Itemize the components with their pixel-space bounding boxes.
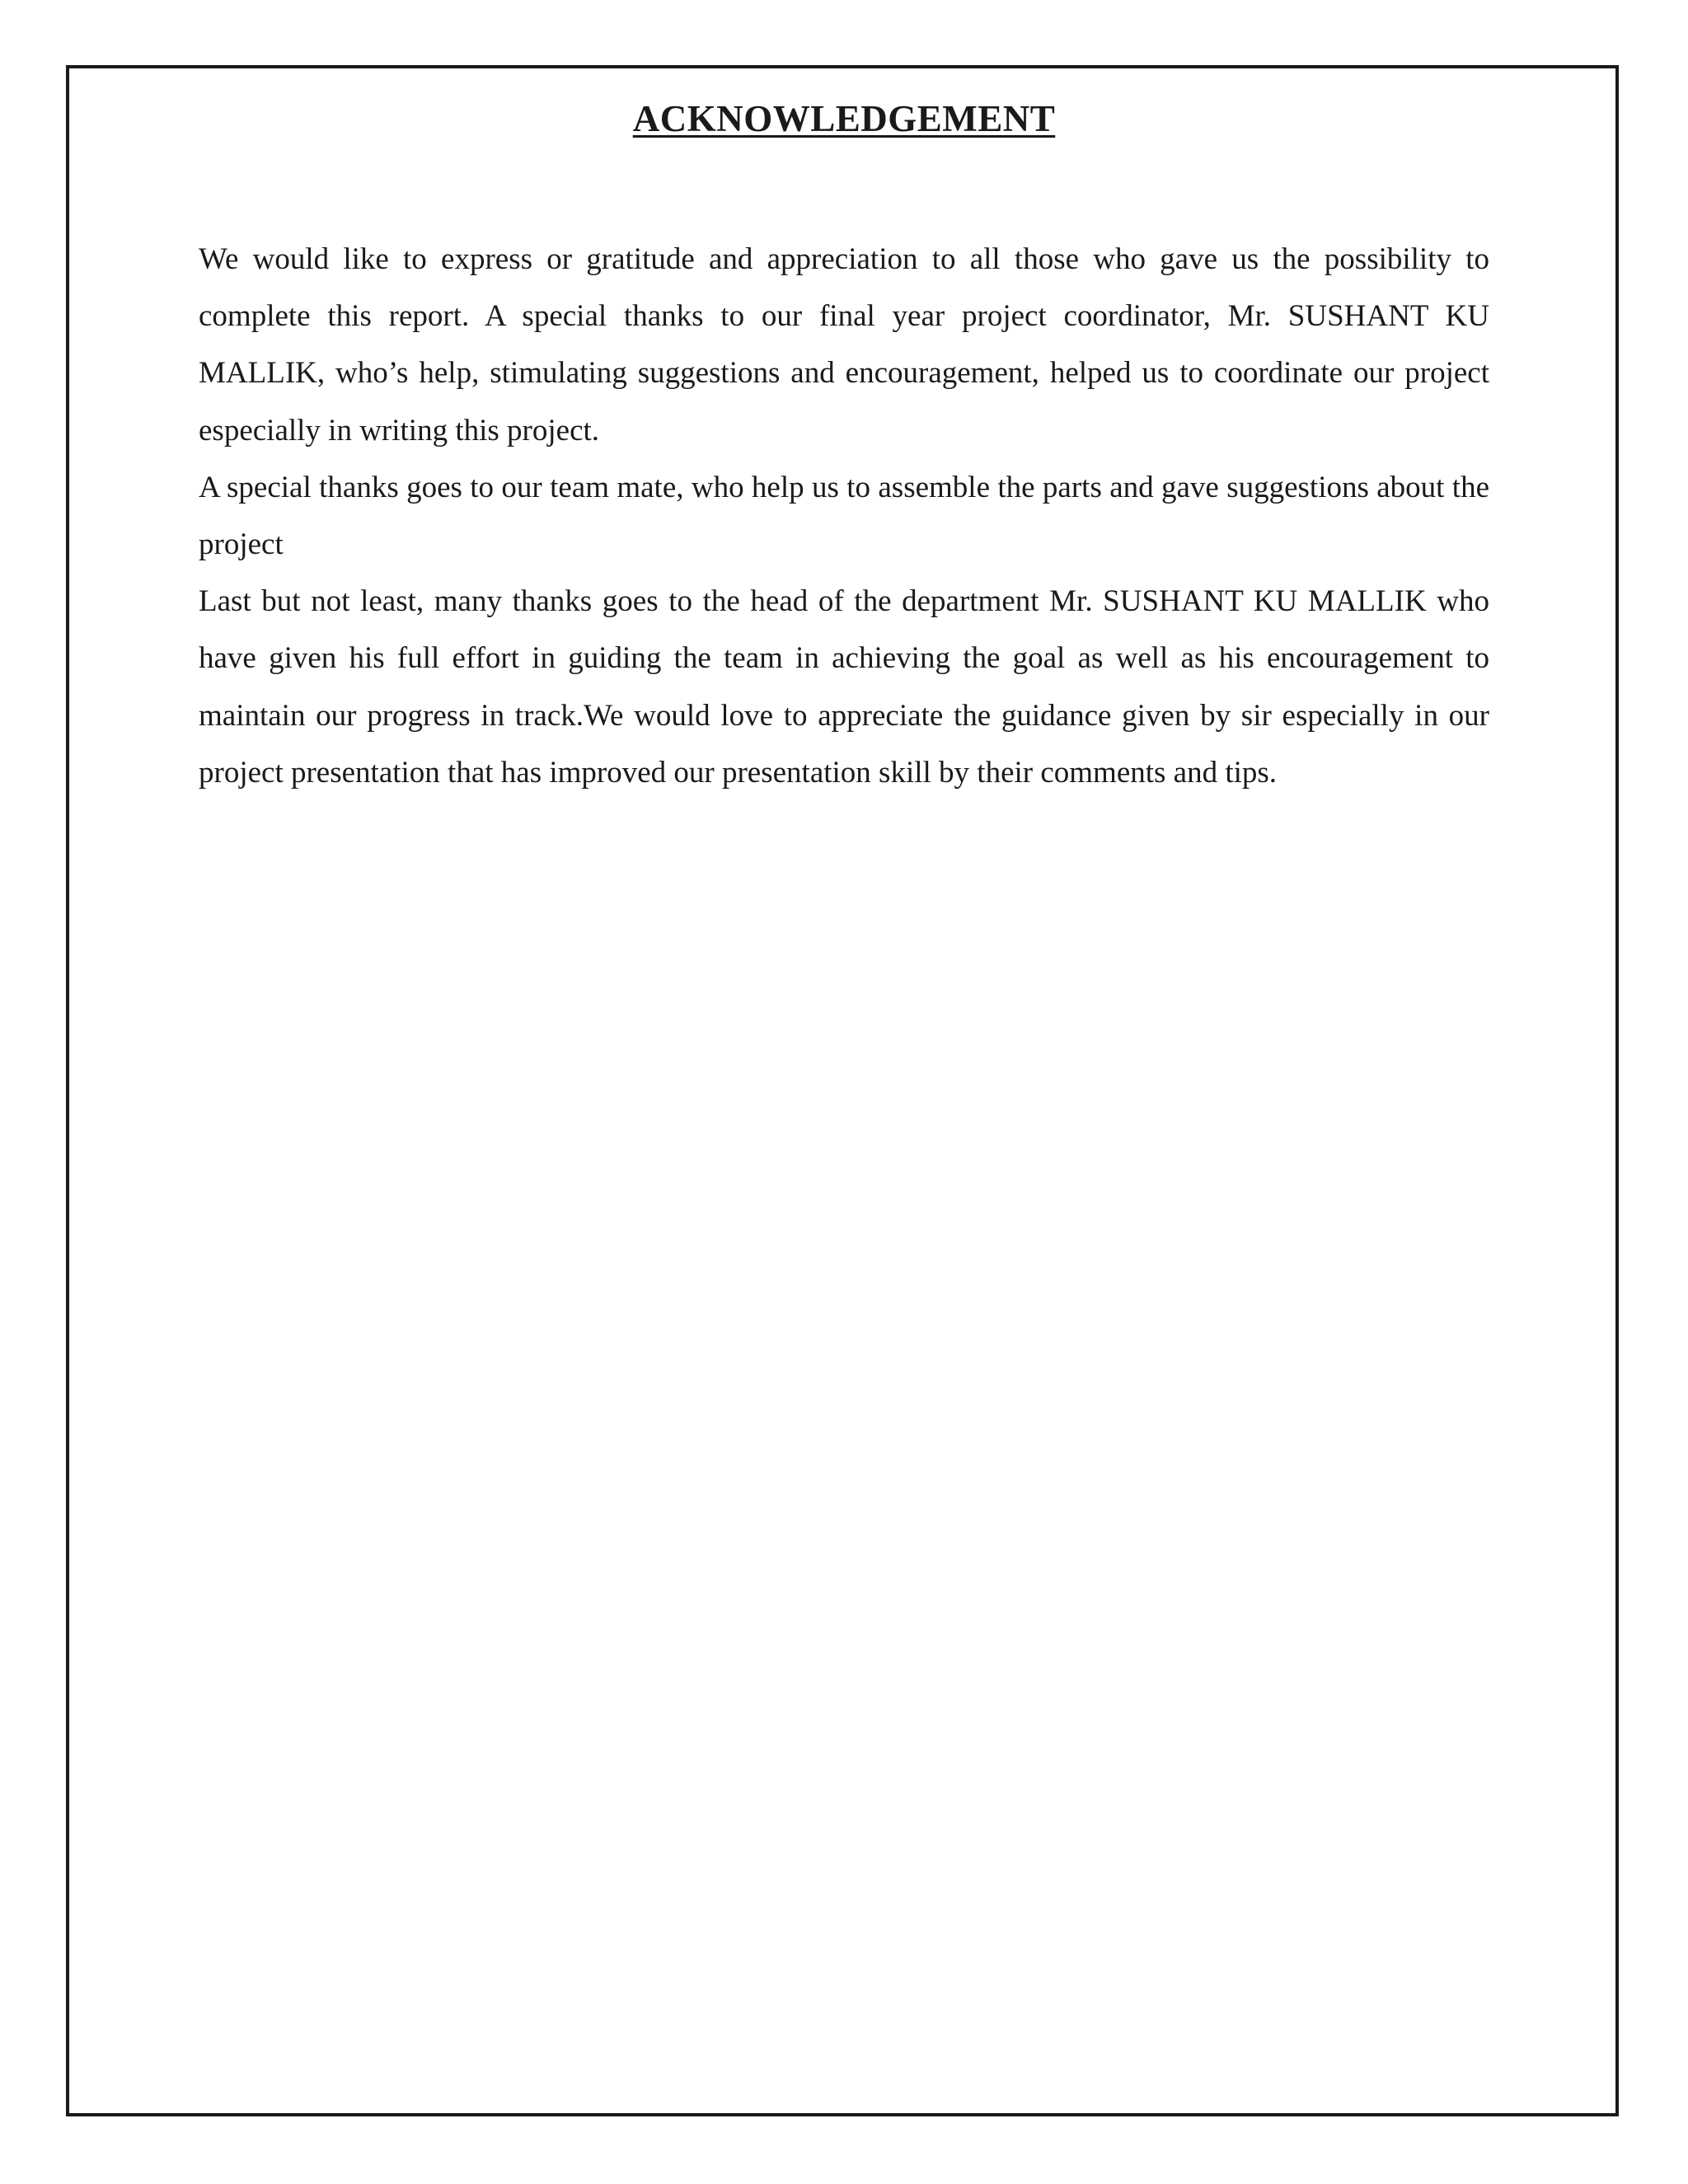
paragraph-gratitude: We would like to express or gratitude and appreciation to all those who gave us the possibility to complete this report. A special thanks to our final year project coordinator, Mr. SUSHANT KU MALLIK, who’s help, stimulating suggestions and encouragement, helped us to coordinate our project especially in writing this project.: [199, 242, 1489, 448]
page-title-text: ACKNOWLEDGEMENT: [632, 98, 1056, 139]
paragraph-team-mate: A special thanks goes to our team mate, who help us to assemble the parts and gave suggestions about the project: [199, 470, 1489, 562]
paragraph-head-of-department: Last but not least, many thanks goes to the head of the department Mr. SUSHANT KU MALLIK who have given his full effort in guiding the team in achieving the goal as well as his encouragement to maintain our progress in track.We would love to appreciate the guidance given by sir especially in our project presentation that has improved our presentation skill by their comments and tips.: [199, 584, 1489, 790]
acknowledgement-body: [199, 231, 1489, 801]
page-title: [0, 92, 1688, 145]
